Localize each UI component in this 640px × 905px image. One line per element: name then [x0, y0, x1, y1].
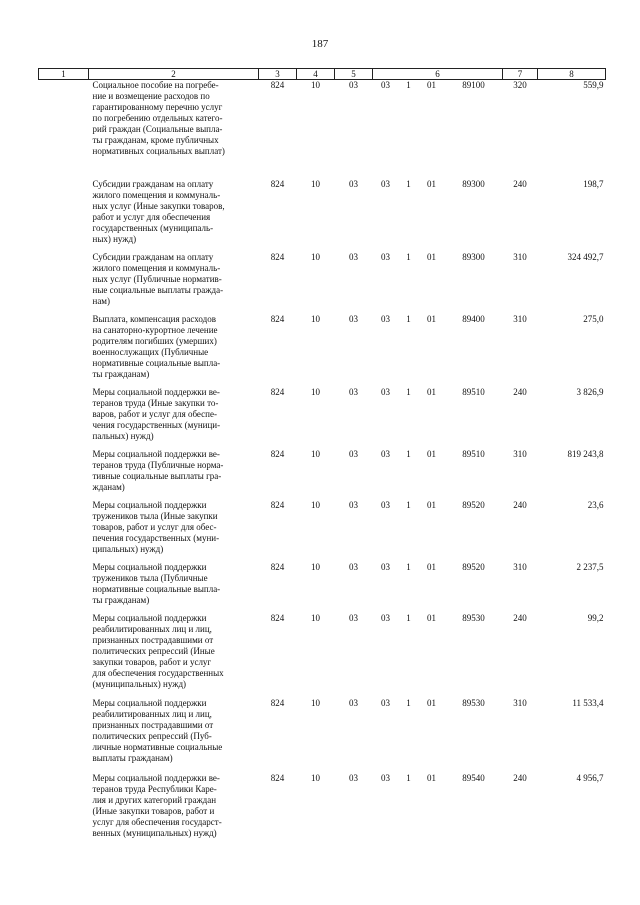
row-subsection-code: 03 [349, 313, 358, 324]
row-ministry-code: 824 [270, 386, 285, 397]
table-row [39, 252, 606, 314]
table-row [39, 387, 606, 449]
header-col-4: 4 [297, 69, 335, 80]
header-col-1: 1 [39, 69, 89, 80]
row-event-code: 01 [427, 772, 436, 783]
row-ministry-code: 824 [270, 499, 285, 510]
table-row [39, 500, 606, 562]
row-event-code: 01 [427, 386, 436, 397]
row-section-code: 10 [311, 561, 320, 572]
row-amount: 2 237,5 [576, 561, 604, 572]
row-expense-type: 240 [513, 772, 527, 783]
row-section-code: 10 [311, 448, 320, 459]
row-ministry-code: 824 [270, 178, 285, 189]
header-col-6: 6 [373, 69, 503, 80]
row-empty-cell [39, 613, 89, 698]
table-row [39, 698, 606, 773]
row-subsection-code: 03 [349, 499, 358, 510]
row-section-code: 10 [311, 80, 320, 90]
row-subprogram-code: 1 [406, 386, 411, 397]
row-ministry-code: 824 [270, 697, 285, 708]
row-section-code: 10 [311, 313, 320, 324]
table-row [39, 179, 606, 252]
row-section-code: 10 [311, 251, 320, 262]
row-empty-cell [39, 179, 89, 252]
row-event-code: 01 [427, 178, 436, 189]
row-section-code: 10 [311, 499, 320, 510]
row-expense-type: 310 [513, 313, 527, 324]
row-event-code: 01 [427, 251, 436, 262]
row-empty-cell [39, 80, 89, 179]
row-direction-code: 89510 [462, 448, 485, 459]
row-ministry-code: 824 [270, 561, 285, 572]
row-amount: 198,7 [583, 178, 604, 189]
row-ministry-code: 824 [270, 772, 285, 783]
row-subsection-code: 03 [349, 448, 358, 459]
row-ministry-code: 824 [270, 313, 285, 324]
row-name: Меры социальной поддержки ве- теранов труда (Публичные норма- тивные социальные выплаты гра- жданам) [92, 448, 224, 492]
row-name: Меры социальной поддержки тружеников тыла (Иные закупки товаров, работ и услуг для обес- печения государственных (муни- ципальных) нужд) [92, 499, 220, 554]
row-program-code: 03 [381, 448, 390, 459]
row-name: Меры социальной поддержки ве- теранов труда Республики Каре- лия и других категорий граждан (Иные закупки товаров, работ и услуг для обеспечения государст- венных (муниципальных) нужд) [92, 772, 222, 838]
header-col-2: 2 [89, 69, 259, 80]
row-empty-cell [39, 314, 89, 387]
row-empty-cell [39, 500, 89, 562]
row-amount: 3 826,9 [576, 386, 604, 397]
table-row [39, 314, 606, 387]
row-name: Социальное пособие на погребе- ние и возмещение расходов по гарантированному перечню услуг по погребению отдельных катего- рий граждан (Социальные выпла- ты гражданам, кроме публичных нормативных социальных выплат) [92, 80, 225, 156]
row-empty-cell [39, 698, 89, 773]
row-direction-code: 89520 [462, 561, 485, 572]
row-program-code: 03 [381, 313, 390, 324]
row-ministry-code: 824 [270, 612, 285, 623]
row-expense-type: 310 [513, 448, 527, 459]
header-col-7: 7 [503, 69, 538, 80]
row-subsection-code: 03 [349, 612, 358, 623]
row-name: Субсидии гражданам на оплату жилого помещения и коммуналь- ных услуг (Иные закупки товаров, работ и услуг для обеспечения государственных (муниципаль- ных) нужд) [92, 178, 225, 244]
row-direction-code: 89100 [462, 80, 485, 90]
table-row [39, 449, 606, 500]
row-section-code: 10 [311, 612, 320, 623]
row-amount: 559,9 [583, 80, 604, 90]
row-direction-code: 89540 [462, 772, 485, 783]
row-event-code: 01 [427, 313, 436, 324]
page-number: 187 [311, 38, 329, 50]
row-event-code: 01 [427, 697, 436, 708]
row-ministry-code: 824 [270, 251, 285, 262]
row-subprogram-code: 1 [406, 251, 411, 262]
row-program-code: 03 [381, 178, 390, 189]
row-subprogram-code: 1 [406, 313, 411, 324]
row-subprogram-code: 1 [406, 178, 411, 189]
table-header [39, 69, 606, 80]
row-expense-type: 310 [513, 561, 527, 572]
row-subprogram-code: 1 [406, 612, 411, 623]
row-subprogram-code: 1 [406, 561, 411, 572]
row-subprogram-code: 1 [406, 80, 411, 90]
row-direction-code: 89300 [462, 178, 485, 189]
row-empty-cell [39, 449, 89, 500]
row-amount: 23,6 [587, 499, 604, 510]
row-program-code: 03 [381, 772, 390, 783]
row-expense-type: 240 [513, 178, 527, 189]
row-program-code: 03 [381, 251, 390, 262]
row-name: Субсидии гражданам на оплату жилого помещения и коммуналь- ных услуг (Публичные норматив- ные социальные выплаты гражда- нам) [92, 251, 224, 306]
row-subsection-code: 03 [349, 561, 358, 572]
row-program-code: 03 [381, 697, 390, 708]
row-name: Выплата, компенсация расходов на санаторно-курортное лечение родителям погибших (умерших) военнослужащих (Публичные нормативные социальные выпла- ты гражданам) [92, 313, 221, 379]
header-col-5: 5 [335, 69, 373, 80]
row-amount: 819 243,8 [567, 448, 604, 459]
row-event-code: 01 [427, 448, 436, 459]
budget-table [38, 68, 606, 843]
row-program-code: 03 [381, 386, 390, 397]
row-amount: 4 956,7 [576, 772, 604, 783]
row-direction-code: 89530 [462, 612, 485, 623]
row-empty-cell [39, 773, 89, 843]
row-event-code: 01 [427, 80, 436, 90]
row-empty-cell [39, 387, 89, 449]
row-event-code: 01 [427, 499, 436, 510]
row-program-code: 03 [381, 80, 390, 90]
row-expense-type: 310 [513, 697, 527, 708]
row-subsection-code: 03 [349, 80, 358, 90]
row-direction-code: 89510 [462, 386, 485, 397]
row-expense-type: 240 [513, 499, 527, 510]
row-ministry-code: 824 [270, 80, 285, 90]
row-program-code: 03 [381, 561, 390, 572]
row-section-code: 10 [311, 697, 320, 708]
row-name: Меры социальной поддержки реабилитированных лиц и лиц, признанных пострадавшими от политических репрессий (Иные закупки товаров, работ и услуг для обеспечения государственных (муниципальных) нужд) [92, 612, 224, 689]
row-name: Меры социальной поддержки тружеников тыла (Публичные нормативные социальные выпла- ты гражданам) [92, 561, 221, 605]
table-row [39, 80, 606, 179]
row-empty-cell [39, 562, 89, 613]
row-subsection-code: 03 [349, 251, 358, 262]
row-program-code: 03 [381, 612, 390, 623]
row-subprogram-code: 1 [406, 448, 411, 459]
row-subsection-code: 03 [349, 386, 358, 397]
row-section-code: 10 [311, 178, 320, 189]
row-subprogram-code: 1 [406, 499, 411, 510]
row-subprogram-code: 1 [406, 697, 411, 708]
row-subsection-code: 03 [349, 178, 358, 189]
row-name: Меры социальной поддержки реабилитированных лиц и лиц, признанных пострадавшими от политических репрессий (Пуб- личные нормативные социальные выплаты гражданам) [92, 697, 223, 763]
row-direction-code: 89400 [462, 313, 485, 324]
row-expense-type: 240 [513, 386, 527, 397]
row-section-code: 10 [311, 386, 320, 397]
header-col-3: 3 [259, 69, 297, 80]
row-event-code: 01 [427, 612, 436, 623]
row-section-code: 10 [311, 772, 320, 783]
row-direction-code: 89530 [462, 697, 485, 708]
row-event-code: 01 [427, 561, 436, 572]
table-body [39, 80, 606, 843]
row-subsection-code: 03 [349, 697, 358, 708]
row-ministry-code: 824 [270, 448, 285, 459]
row-expense-type: 240 [513, 612, 527, 623]
row-subprogram-code: 1 [406, 772, 411, 783]
row-subsection-code: 03 [349, 772, 358, 783]
header-col-8: 8 [538, 69, 606, 80]
row-amount: 11 533,4 [572, 697, 604, 708]
row-program-code: 03 [381, 499, 390, 510]
row-amount: 275,0 [583, 313, 604, 324]
row-empty-cell [39, 252, 89, 314]
table-row [39, 773, 606, 843]
row-expense-type: 310 [513, 251, 527, 262]
row-direction-code: 89520 [462, 499, 485, 510]
table-row [39, 562, 606, 613]
row-amount: 324 492,7 [567, 251, 604, 262]
row-amount: 99,2 [587, 612, 604, 623]
row-expense-type: 320 [513, 80, 527, 90]
row-direction-code: 89300 [462, 251, 485, 262]
row-name: Меры социальной поддержки ве- теранов труда (Иные закупки то- варов, работ и услуг для обеспе- чения государственных (муници- пальных) нужд) [92, 386, 221, 441]
table-row [39, 613, 606, 698]
